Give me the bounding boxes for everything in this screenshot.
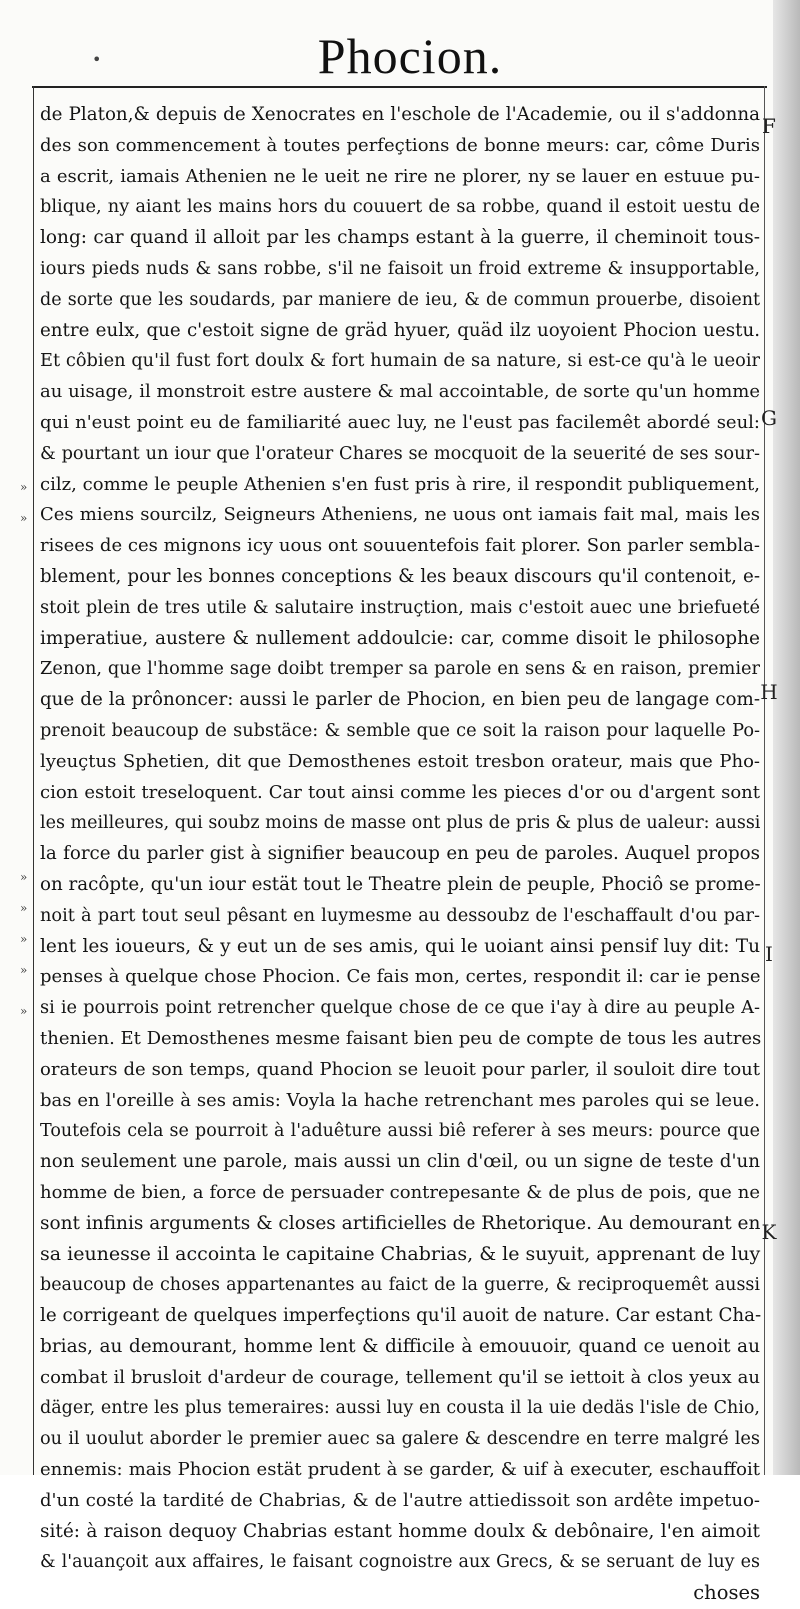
text-line: long: car quand il alloit par les champs estant à la guerre, il cheminoit tous-	[40, 227, 760, 249]
quote-mark: »	[20, 511, 28, 525]
text-line: penses à quelque chose Phocion. Ce fais mon, certes, respondit il: car ie pense	[40, 966, 761, 988]
text-line: Toutefois cela se pourroit à l'aduêture aussi biê referer à ses meurs: pource que	[40, 1121, 760, 1142]
bleed-through-text	[230, 0, 650, 14]
text-line: lent les ioueurs, & y eut un de ses amis, qui le uoiant ainsi pensif luy dit: Tu	[40, 935, 760, 957]
text-line: iours pieds nuds & sans robbe, s'il ne faisoit un froid extreme & insupportable,	[40, 258, 760, 279]
header-rule	[32, 86, 767, 88]
quotation-marks	[20, 100, 36, 1100]
text-line: sont infinis arguments & closes artificielles de Rhetorique. Au demourant en	[40, 1212, 761, 1234]
body-text	[40, 100, 760, 1609]
margin-letter: H	[760, 680, 778, 704]
quote-mark: »	[20, 932, 28, 946]
text-line: ennemis: mais Phocion estät prudent à se garder, & uif à executer, eschauffoit	[40, 1459, 760, 1481]
text-line: imperatiue, austere & nullement addoulcie: car, comme disoit le philosophe	[40, 627, 760, 649]
text-line: brias, au demourant, homme lent & difficile à emouuoir, quand ce uenoit au	[40, 1335, 760, 1357]
text-line: bas en l'oreille à ses amis: Voyla la hache retrenchant mes paroles qui se leue.	[40, 1089, 760, 1111]
text-line: prenoit beaucoup de substäce: & semble que ce soit la raison pour laquelle Po-	[40, 720, 760, 741]
text-line: & pourtant un iour que l'orateur Chares se mocquoit de la seuerité de ses sour-	[40, 443, 760, 464]
text-line: däger, entre les plus temeraires: aussi luy en cousta il la uie dedäs l'isle de Chio,	[40, 1398, 760, 1419]
margin-letter: I	[765, 942, 773, 966]
margin-letters	[756, 100, 786, 1300]
text-line: & l'auançoit aux affaires, le faisant cognoistre aux Grecs, & se seruant de luy es	[40, 1552, 760, 1573]
margin-letter: F	[762, 114, 776, 138]
text-line: le corrigeant de quelques imperfeçtions qu'il auoit de nature. Car estant Cha-	[40, 1305, 762, 1327]
text-line: stoit plein de tres utile & salutaire instruçtion, mais c'estoit auec une briefueté	[40, 597, 760, 618]
text-line: non seulement une parole, mais aussi un clin d'œil, ou un signe de teste d'un	[40, 1151, 760, 1173]
margin-letter: K	[761, 1220, 777, 1244]
text-line: risees de ces mignons icy uous ont souuentefois fait plorer. Son parler sembla-	[40, 535, 760, 557]
text-line: cion estoit treseloquent. Car tout ainsi comme les pieces d'or ou d'argent sont	[40, 781, 760, 803]
text-line: Ces miens sourcilz, Seigneurs Atheniens, ne uous ont iamais fait mal, mais les	[40, 504, 760, 526]
running-head: Phocion.	[317, 28, 503, 84]
text-line: de sorte que les soudards, par maniere de ieu, & de commun prouerbe, disoient	[40, 289, 760, 310]
text-line: on racôpte, qu'un iour estät tout le Theatre plein de peuple, Phociô se prome-	[40, 873, 761, 895]
text-line: des son commencement à toutes perfeçtions de bonne meurs: car, côme Duris	[40, 134, 760, 156]
text-line: beaucoup de choses appartenantes au faict de la guerre, & reciproquemêt aussi	[40, 1275, 760, 1296]
text-line: sa ieunesse il accointa le capitaine Chabrias, & le suyuit, apprenant de luy	[40, 1243, 761, 1266]
margin-letter: G	[761, 406, 777, 430]
text-line: blique, ny aiant les mains hors du couuert de sa robbe, quand il estoit uestu de	[40, 197, 760, 218]
text-line: Et côbien qu'il fust fort doulx & fort humain de sa nature, si est-ce qu'à le ueoir	[40, 351, 760, 372]
quote-mark: »	[20, 480, 28, 494]
text-line: d'un costé la tardité de Chabrias, & de l'autre attiedissoit son ardête impetuo-	[40, 1489, 760, 1511]
text-line: homme de bien, a force de persuader contrepesante & de plus de pois, que ne	[40, 1181, 760, 1203]
text-line: thenien. Et Demosthenes mesme faisant bien peu de compte de tous les autres	[40, 1027, 762, 1049]
text-line: blement, pour les bonnes conceptions & les beaux discours qu'il contenoit, e-	[40, 565, 760, 587]
quote-mark: »	[20, 1004, 28, 1018]
text-line: entre eulx, que c'estoit signe de gräd hyuer, quäd ilz uoyoient Phocion uestu.	[40, 319, 760, 341]
text-line: orateurs de son temps, quand Phocion se leuoit pour parler, il souloit dire tout	[40, 1058, 760, 1080]
text-line: Zenon, que l'homme sage doibt tremper sa parole en sens & en raison, premier	[40, 659, 760, 680]
quote-mark: »	[20, 870, 28, 884]
text-line: qui n'eust point eu de familiarité auec luy, ne l'eust pas facilemêt abordé seul:	[40, 411, 760, 433]
quote-mark: »	[20, 901, 28, 915]
text-line: les meilleures, qui soubz moins de masse ont plus de pris & plus de ualeur: aussi	[40, 813, 761, 834]
catchword: choses	[693, 1581, 760, 1605]
text-line: si ie pourrois point retrencher quelque chose de ce que i'ay à dire au peuple A-	[40, 998, 760, 1019]
text-line: au uisage, il monstroit estre austere & mal accointable, de sorte qu'un homme	[40, 381, 760, 403]
text-line: noit à part tout seul pêsant en luymesme au dessoubz de l'eschaffault d'ou par-	[40, 905, 760, 926]
text-line: la force du parler gist à signifier beaucoup en peu de paroles. Auquel propos	[40, 843, 760, 865]
quote-mark: »	[20, 963, 28, 977]
ornament-mark: •	[92, 50, 102, 69]
text-line: sité: à raison dequoy Chabrias estant homme doulx & debônaire, l'en aimoit	[40, 1520, 760, 1542]
text-line: de Platon,& depuis de Xenocrates en l'eschole de l'Academie, ou il s'addonna	[40, 104, 760, 125]
text-line: cilz, comme le peuple Athenien s'en fust pris à rire, il respondit publiquement,	[40, 473, 760, 495]
text-line: a escrit, iamais Athenien ne le ueit ne rire ne plorer, ny se lauer en estuue pu-	[40, 165, 760, 187]
text-line: ou il uoulut aborder le premier auec sa galere & descendre en terre malgré les	[40, 1429, 760, 1450]
text-line: lyeuçtus Sphetien, dit que Demosthenes estoit tresbon orateur, mais que Pho-	[40, 750, 760, 772]
text-line: combat il brusloit d'ardeur de courage, tellement qu'il se iettoit à clos yeux au	[40, 1366, 760, 1388]
text-line: que de la prônoncer: aussi le parler de Phocion, en bien peu de langage com-	[40, 689, 760, 711]
